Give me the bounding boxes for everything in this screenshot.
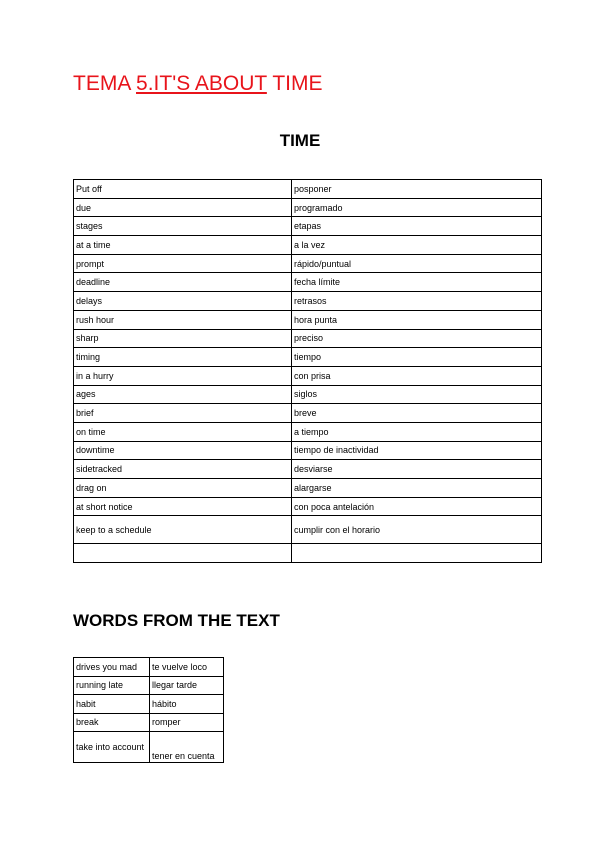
translation-cell: tiempo — [292, 348, 542, 367]
table-row — [74, 544, 542, 563]
term-cell: drives you mad — [74, 658, 150, 677]
translation-cell: siglos — [292, 385, 542, 404]
title-suffix: TIME — [266, 72, 323, 95]
term-cell: in a hurry — [74, 366, 292, 385]
translation-cell: con poca antelación — [292, 497, 542, 516]
table-row — [74, 385, 542, 404]
translation-cell: preciso — [292, 329, 542, 348]
term-cell: timing — [74, 348, 292, 367]
table-row — [74, 180, 542, 199]
table-row — [74, 404, 542, 423]
translation-cell: a la vez — [292, 236, 542, 255]
page-title — [73, 72, 322, 96]
term-cell: sidetracked — [74, 460, 292, 479]
table-row — [74, 348, 542, 367]
table-row — [74, 497, 542, 516]
translation-cell: alargarse — [292, 479, 542, 498]
term-cell: downtime — [74, 441, 292, 460]
translation-cell — [292, 544, 542, 563]
table-row — [74, 441, 542, 460]
term-cell: on time — [74, 422, 292, 441]
table-row — [74, 695, 224, 714]
term-cell: drag on — [74, 479, 292, 498]
table-row — [74, 460, 542, 479]
translation-cell: retrasos — [292, 292, 542, 311]
term-cell: at short notice — [74, 497, 292, 516]
translation-cell: llegar tarde — [150, 676, 224, 695]
table-row — [74, 713, 224, 732]
table-row — [74, 254, 542, 273]
translation-cell: hábito — [150, 695, 224, 714]
table-row — [74, 732, 224, 763]
translation-cell: hora punta — [292, 310, 542, 329]
table-row — [74, 217, 542, 236]
translation-cell: fecha límite — [292, 273, 542, 292]
table-row — [74, 422, 542, 441]
table-row — [74, 658, 224, 677]
term-cell: brief — [74, 404, 292, 423]
table-row — [74, 366, 542, 385]
table-row — [74, 198, 542, 217]
table-row — [74, 292, 542, 311]
term-cell: deadline — [74, 273, 292, 292]
vocab-table-text — [73, 657, 224, 763]
term-cell: habit — [74, 695, 150, 714]
title-underlined: 5.IT'S ABOUT — [136, 72, 267, 95]
translation-cell: desviarse — [292, 460, 542, 479]
translation-cell: a tiempo — [292, 422, 542, 441]
table-row — [74, 236, 542, 255]
translation-cell: con prisa — [292, 366, 542, 385]
table-row — [74, 479, 542, 498]
translation-cell: tener en cuenta — [150, 732, 224, 763]
term-cell — [74, 544, 292, 563]
translation-cell: etapas — [292, 217, 542, 236]
translation-cell: posponer — [292, 180, 542, 199]
translation-cell: romper — [150, 713, 224, 732]
vocab-table-time — [73, 179, 542, 563]
term-cell: rush hour — [74, 310, 292, 329]
term-cell: delays — [74, 292, 292, 311]
translation-cell: cumplir con el horario — [292, 516, 542, 544]
table-row — [74, 310, 542, 329]
table-row — [74, 329, 542, 348]
title-prefix: TEMA — [73, 72, 137, 95]
section-heading-time: TIME — [279, 131, 321, 150]
term-cell: ages — [74, 385, 292, 404]
term-cell: running late — [74, 676, 150, 695]
term-cell: take into account — [74, 732, 150, 763]
translation-cell: programado — [292, 198, 542, 217]
table-row — [74, 516, 542, 544]
translation-cell: rápido/puntual — [292, 254, 542, 273]
term-cell: Put off — [74, 180, 292, 199]
translation-cell: tiempo de inactividad — [292, 441, 542, 460]
term-cell: keep to a schedule — [74, 516, 292, 544]
term-cell: due — [74, 198, 292, 217]
section-heading-words-from-text: WORDS FROM THE TEXT — [73, 611, 280, 630]
table-row — [74, 676, 224, 695]
term-cell: sharp — [74, 329, 292, 348]
translation-cell: te vuelve loco — [150, 658, 224, 677]
term-cell: break — [74, 713, 150, 732]
term-cell: stages — [74, 217, 292, 236]
table-row — [74, 273, 542, 292]
term-cell: at a time — [74, 236, 292, 255]
term-cell: prompt — [74, 254, 292, 273]
translation-cell: breve — [292, 404, 542, 423]
